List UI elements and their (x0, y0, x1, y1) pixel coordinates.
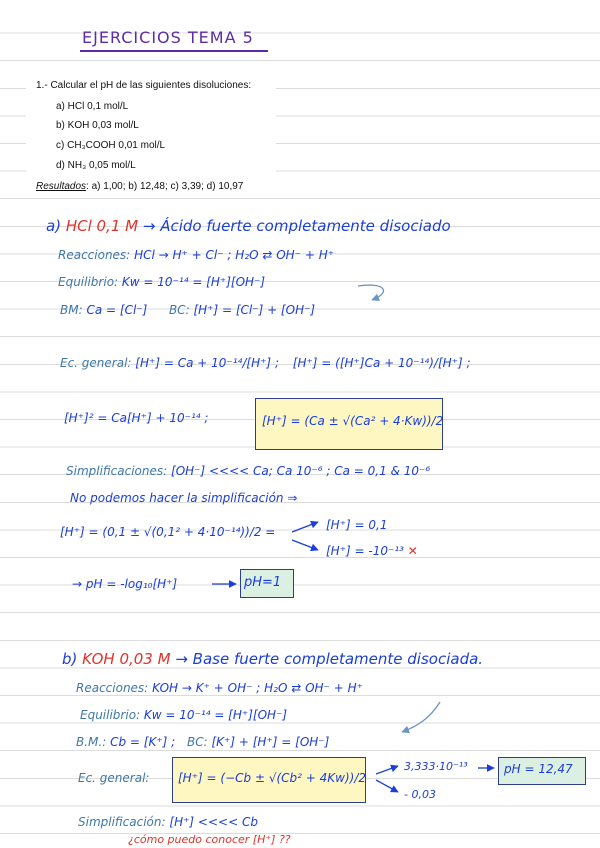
reject-mark: ✕ (407, 544, 418, 558)
curved-arrow-b (402, 702, 440, 732)
balances-line: BM: Ca = [Cl⁻] BC: [H⁺] = [Cl⁻] + [OH⁻] (60, 303, 316, 317)
results-label: Resultados (36, 181, 87, 192)
numeric-solution: [H⁺] = (0,1 ± √(0,1² + 4·10⁻¹⁴))/2 = (60, 525, 276, 539)
root-positive: 3,333·10⁻¹³ (404, 760, 468, 773)
compound-label: KOH 0,03 M (82, 650, 171, 668)
section-description: → Ácido fuerte completamente disociado (142, 217, 451, 235)
reactions-line: Reacciones: KOH → K⁺ + OH⁻ ; H₂O ⇄ OH⁻ + H⁺ (76, 681, 363, 695)
root-positive: [H⁺] = 0,1 (326, 518, 388, 532)
branch-up-arrow (292, 522, 318, 532)
root-negative: [H⁺] = -10⁻¹³ ✕ (326, 544, 418, 558)
branch-down-arrow-b (376, 780, 398, 792)
list-item: b) KOH 0,03 mol/L (56, 120, 139, 131)
exercise-prompt: 1.- Calcular el pH de las siguientes disoluciones: (36, 80, 252, 91)
list-item: c) CH₃COOH 0,01 mol/L (56, 140, 166, 151)
section-letter: a) (46, 217, 62, 235)
list-item: d) NH₃ 0,05 mol/L (56, 160, 136, 171)
results-values: : a) 1,00; b) 12,48; c) 3,39; d) 10,97 (86, 181, 244, 192)
branch-down-arrow (292, 540, 318, 550)
root-negative: - 0,03 (404, 788, 436, 801)
solution-formula: [H⁺] = (−Cb ± √(Cb² + 4Kw))/2 (178, 771, 366, 785)
ph-result: pH = 12,47 (504, 762, 573, 776)
equilibrium-line: Equilibrio: Kw = 10⁻¹⁴ = [H⁺][OH⁻] (80, 708, 288, 722)
ph-expression: → pH = -log₁₀[H⁺] (72, 577, 178, 591)
reactions-line: Reacciones: HCl → H⁺ + Cl⁻ ; H₂O ⇄ OH⁻ + H⁺ (58, 248, 335, 262)
section-description: → Base fuerte completamente disociada. (175, 650, 484, 668)
general-eq-line: Ec. general: [H⁺] = Ca + 10⁻¹⁴/[H⁺] ; [H⁺] = ([H⁺]Ca + 10⁻¹⁴)/[H⁺] ; (60, 356, 471, 370)
simplification-line: Simplificación: [H⁺] <<<< Cb (78, 815, 258, 829)
balances-line: B.M.: Cb = [K⁺] ; BC: [K⁺] + [H⁺] = [OH⁻] (76, 735, 330, 749)
question-note: ¿cómo puedo conocer [H⁺] ?? (128, 833, 291, 846)
no-simplification-note: No podemos hacer la simplificación ⇒ (70, 491, 298, 505)
quadratic-eq: [H⁺]² = Ca[H⁺] + 10⁻¹⁴ ; (64, 411, 209, 425)
compound-label: HCl 0,1 M (65, 217, 139, 235)
general-eq-label: Ec. general: (78, 771, 150, 785)
branch-up-arrow-b (376, 766, 398, 774)
curved-arrow-a (358, 285, 383, 300)
simplifications-line: Simplificaciones: [OH⁻] <<<< Ca; Ca 10⁻⁶ ; Ca = 0,1 & 10⁻⁶ (66, 464, 431, 478)
ph-result: pH=1 (244, 575, 282, 590)
equilibrium-line: Equilibrio: Kw = 10⁻¹⁴ = [H⁺][OH⁻] (58, 275, 266, 289)
solution-formula: [H⁺] = (Ca ± √(Ca² + 4·Kw))/2 (262, 414, 444, 428)
page-title: EJERCICIOS TEMA 5 (82, 28, 254, 47)
section-letter: b) (62, 650, 78, 668)
list-item: a) HCl 0,1 mol/L (56, 101, 129, 112)
